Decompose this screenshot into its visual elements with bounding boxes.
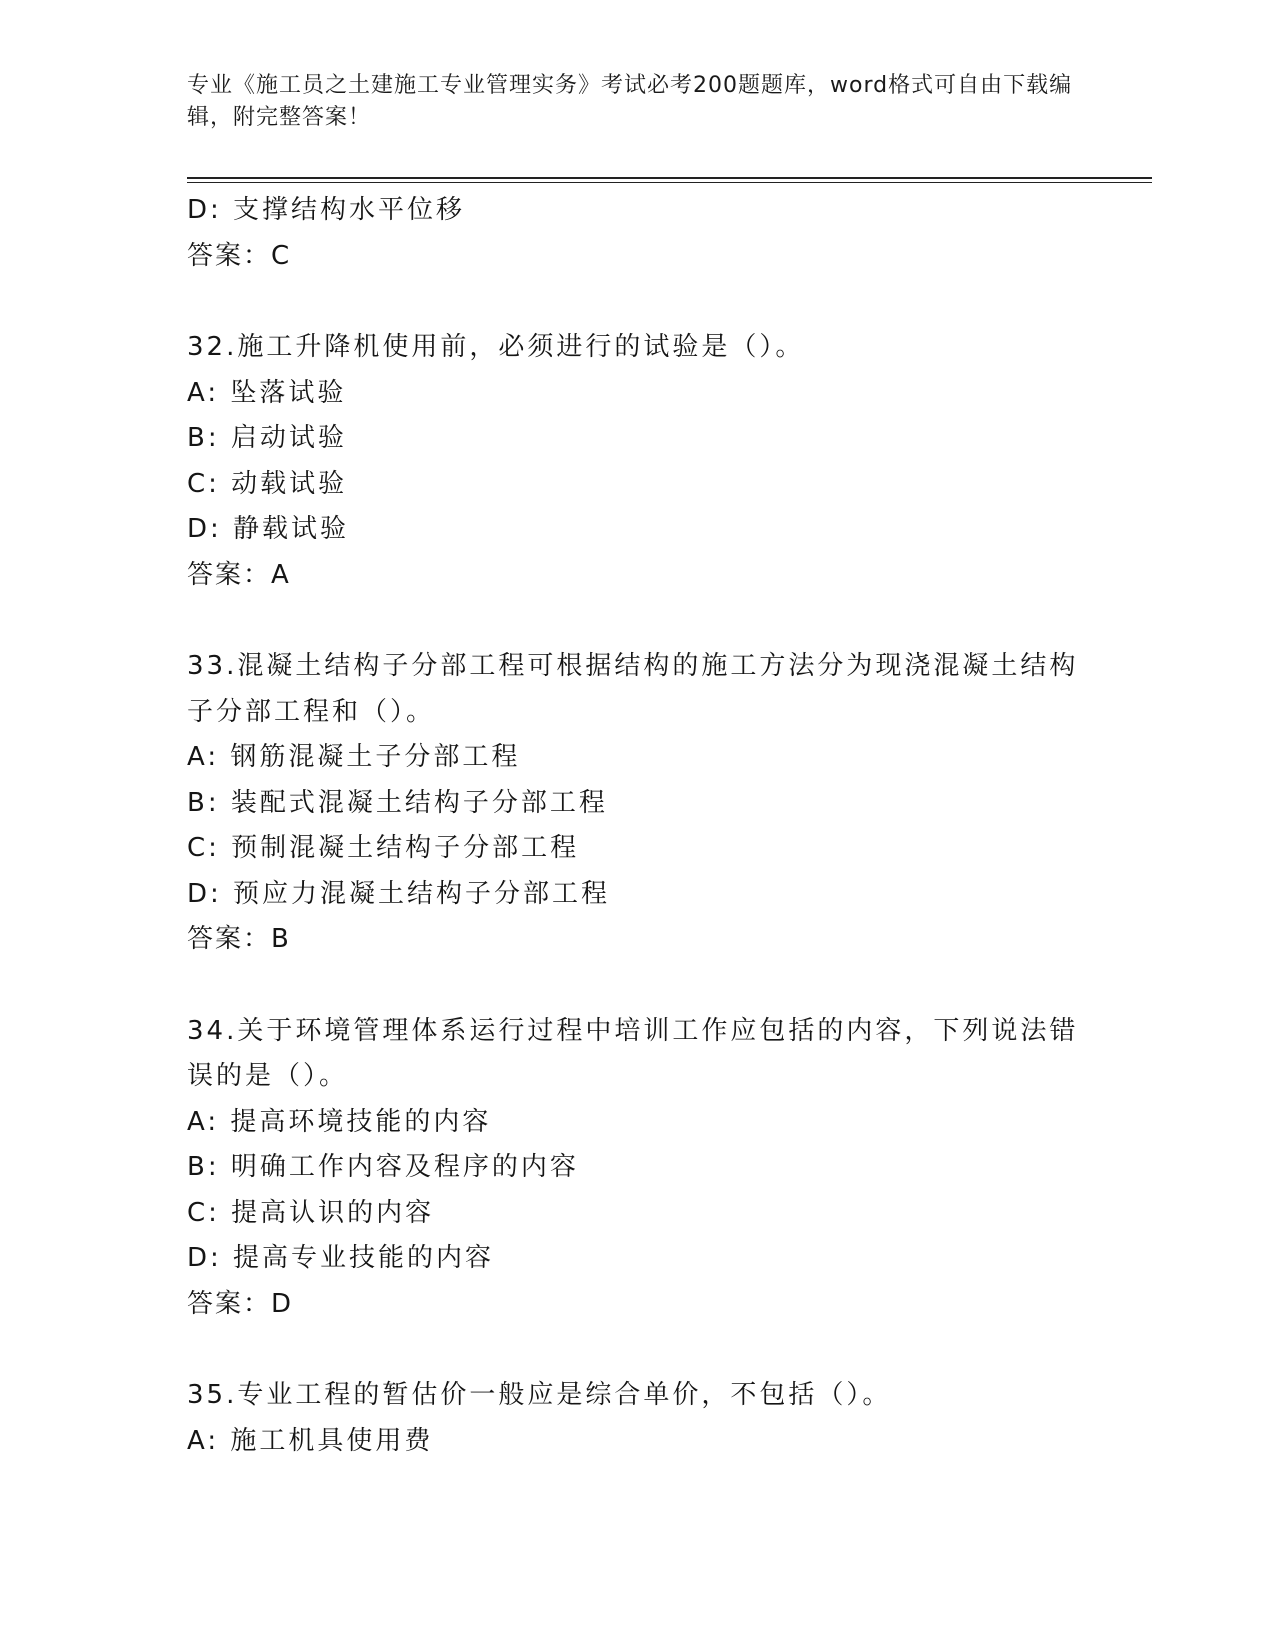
question-34 [187, 1009, 1087, 1328]
option-a: A: 施工机具使用费 [187, 1425, 434, 1456]
answer-value: B [271, 924, 290, 954]
answer-value: C [271, 240, 291, 271]
question-32 [187, 325, 1087, 598]
question-stem-line-1: 33.混凝土结构子分部工程可根据结构的施工方法分为现浇混凝土结构 [187, 651, 1079, 681]
option-a: A: 坠落试验 [187, 377, 347, 408]
spacer [187, 1327, 1087, 1373]
answer-label: 答案： [187, 240, 272, 271]
answer-line [187, 917, 1087, 963]
answer-label: 答案： [187, 924, 272, 954]
answer-label: 答案： [187, 1288, 272, 1319]
answer-value: D [271, 1288, 293, 1319]
option-d: D: 预应力混凝土结构子分部工程 [187, 878, 611, 909]
option-a: A: 提高环境技能的内容 [187, 1106, 492, 1137]
option-c: C: 预制混凝土结构子分部工程 [187, 833, 580, 863]
option-d: D: 提高专业技能的内容 [187, 1243, 495, 1273]
option-d: D: 支撑结构水平位移 [187, 195, 466, 225]
question-stem-line-1: 34.关于环境管理体系运行过程中培训工作应包括的内容，下列说法错 [187, 1015, 1079, 1046]
option-a: A: 钢筋混凝土子分部工程 [187, 742, 521, 772]
question-stem-line-2: 子分部工程和（）。 [187, 696, 436, 727]
answer-line [187, 553, 1087, 599]
answer-line [187, 1282, 1087, 1328]
header-rule-thin [187, 182, 1152, 183]
spacer [187, 598, 1087, 644]
question-stem-line-2: 误的是（）。 [187, 1061, 349, 1091]
spacer [187, 279, 1087, 325]
question-31-fragment [187, 188, 1087, 279]
answer-label: 答案： [187, 559, 272, 590]
option-b: B: 装配式混凝土结构子分部工程 [187, 787, 608, 818]
answer-line [187, 234, 1087, 280]
question-list [187, 188, 1087, 1464]
document-header [187, 70, 1077, 134]
answer-value: A [271, 559, 290, 590]
option-b: B: 启动试验 [187, 423, 347, 453]
question-stem: 35.专业工程的暂估价一般应是综合单价，不包括（）。 [187, 1380, 892, 1410]
question-33 [187, 644, 1087, 963]
option-b: B: 明确工作内容及程序的内容 [187, 1152, 579, 1182]
header-title: 专业《施工员之土建施工专业管理实务》考试必考200题题库，word格式可自由下载编辑，附完整答案！ [187, 73, 1073, 130]
spacer [187, 963, 1087, 1009]
option-c: C: 动载试验 [187, 468, 348, 499]
option-d: D: 静载试验 [187, 514, 350, 544]
option-c: C: 提高认识的内容 [187, 1197, 435, 1228]
question-35 [187, 1373, 1087, 1464]
header-rule-thick [187, 177, 1152, 179]
question-stem: 32.施工升降机使用前，必须进行的试验是（）。 [187, 332, 805, 362]
